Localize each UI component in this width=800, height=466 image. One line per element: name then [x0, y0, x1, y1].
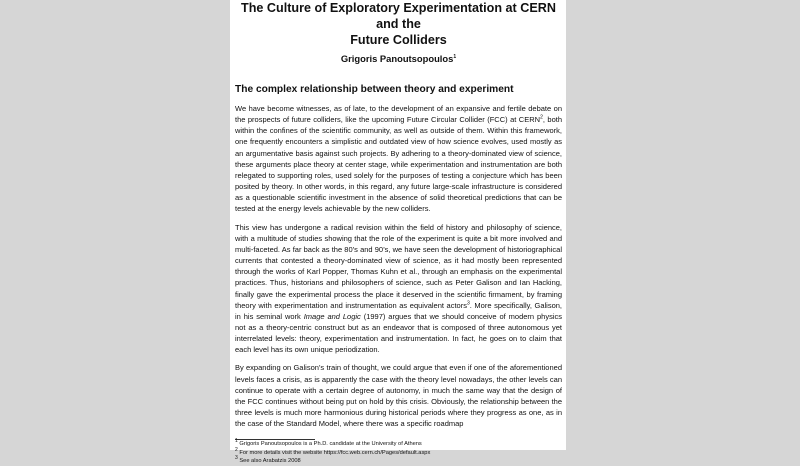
- author-text: Grigoris Panoutsopoulos: [340, 53, 454, 64]
- paragraph-2-text-c: (1997) argues that we should conceive of modern physics not as a theory-centric construct but as an endeavor that is composed of three autonomous yet interrelated levels: theory, experimentation and instrumentation. In fact, he goes on to claim that each level has its own unique periodization.: [235, 311, 562, 355]
- document-title: [235, 0, 562, 48]
- footnote-2: [235, 446, 562, 457]
- footnote-3-mark: 3: [235, 455, 238, 462]
- title-line-2: Future Colliders: [350, 33, 447, 47]
- footnote-3: [235, 457, 562, 465]
- author-footnote-mark: 1: [453, 53, 457, 60]
- book-title: Image and Logic: [303, 311, 361, 321]
- footnote-1-text: Grigoris Panoutsopoulos is a Ph.D. candidate at the University of Athens: [237, 441, 422, 448]
- author-name: [235, 53, 562, 65]
- paragraph-2: [235, 222, 562, 356]
- paragraph-2-footnote-mark: 3: [466, 300, 470, 307]
- paragraph-1: [235, 103, 562, 215]
- paragraph-2-text-a: This view has undergone a radical revision within the field of history and philosophy of science, with a multitude of studies showing that the role of the experiment is quite a bit more involved and multi-faceted. As far back as the 80’s and 90’s, we have seen the development of historiographical currents that contested a theory-dominated view of science, as it had mostly been represented through the works of Karl Popper, Thomas Kuhn et al., through an emphasis on the experimental practices. Thus, historians and philosophers of science, such as Peter Galison and Ian Hacking, finally gave the experimental process the place it deserved in the scientific firmament, by framing theory with experimentation and instrumentation as equivalent actors: [235, 222, 562, 310]
- footnote-2-mark: 2: [235, 446, 238, 453]
- title-line-1: The Culture of Exploratory Experimentation at CERN and the: [241, 1, 556, 31]
- paragraph-1-text-b: , both within the confines of the scientific community, as well as outside of them. Within this framework, one frequently encounters a simplistic and outdated view of how science evolves, used mostly as an argumentative basis against such projects. By adhering to a theory-dominated view of science, these arguments place theory at center stage, while experimentation and instrumentation are both relegated to supporting roles, used solely for the purposes of testing a conjecture which has been posited by theory. In other words, in this regard, any future large-scale infrastructure is considered as a questionable scientific investment in the absence of solid theoretical predictions that can be tested at the energy levels achievable by the new colliders.: [235, 115, 562, 214]
- footnote-1-mark: 1: [235, 438, 238, 445]
- paragraph-1-text-a: We have become witnesses, as of late, to the development of an expansive and fertile debate on the prospects of future colliders, like the upcoming Future Circular Collider (FCC) at CERN: [235, 104, 562, 125]
- footnote-2-text: For more details visit the website https://fcc.web.cern.ch/Pages/default.aspx: [237, 449, 431, 456]
- paragraph-2-text-b: . More specifically, Galison, in his seminal work: [235, 300, 562, 321]
- footnote-3-text: See also Arabatzis 2008: [237, 458, 301, 465]
- paragraph-1-footnote-mark: 2: [540, 114, 543, 121]
- document-page: [230, 0, 566, 465]
- paragraph-3: By expanding on Galison’s train of thought, we could argue that even if one of the aforementioned levels faces a crisis, as is apparently the case with the theory level nowadays, the other levels can continue to operate with a certain degree of autonomy, in much the same way that the design of the FCC continues without being put on hold by this crisis. Obviously, the relationship between the three levels is much more harmonious during historical periods where they progress as one, as in the case of the Standard Model, where there was a specific roadmap: [235, 363, 562, 429]
- section-heading: The complex relationship between theory and experiment: [235, 84, 514, 95]
- footnote-1: [235, 440, 562, 448]
